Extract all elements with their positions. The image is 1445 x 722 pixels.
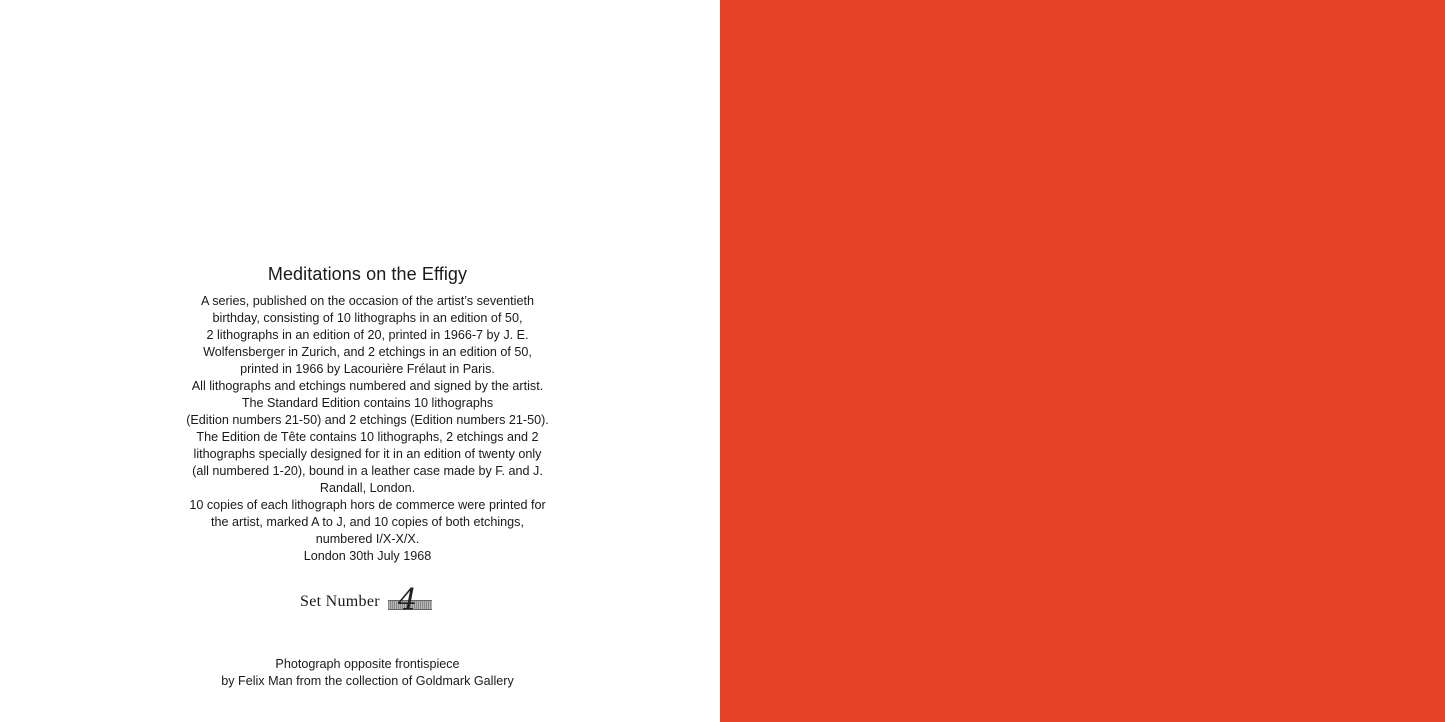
colophon-line: London 30th July 1968: [303, 549, 432, 563]
colophon-line: Wolfensberger in Zurich, and 2 etchings in an edition of 50,: [203, 345, 532, 359]
colophon-text: [178, 293, 557, 565]
colophon-line: the artist, marked A to J, and 10 copies of both etchings,: [211, 515, 524, 529]
colophon-line: 10 copies of each lithograph hors de commerce were printed for: [189, 498, 546, 512]
colophon-line: Randall, London.: [319, 481, 416, 495]
set-number: [300, 583, 440, 620]
left-page: [0, 0, 720, 722]
red-color-page: [720, 0, 1445, 722]
set-number-label: Set Number: [300, 593, 380, 610]
colophon-line: 2 lithographs in an edition of 20, printed in 1966-7 by J. E.: [206, 328, 529, 342]
credit-line: by Felix Man from the collection of Goldmark Gallery: [221, 674, 514, 688]
colophon-line: The Edition de Tête contains 10 lithographs, 2 etchings and 2: [196, 430, 539, 444]
credit-line: Photograph opposite frontispiece: [275, 657, 460, 671]
colophon-line: printed in 1966 by Lacourière Frélaut in Paris.: [240, 362, 495, 376]
colophon-line: lithographs specially designed for it in an edition of twenty only: [193, 447, 542, 461]
colophon-line: A series, published on the occasion of the artist’s seventieth: [200, 294, 534, 308]
colophon-line: (Edition numbers 21-50) and 2 etchings (Edition numbers 21-50).: [186, 413, 549, 427]
photo-credit: [0, 656, 735, 690]
colophon-line: birthday, consisting of 10 lithographs in an edition of 50,: [212, 311, 523, 325]
colophon-line: (all numbered 1-20), bound in a leather case made by F. and J.: [192, 464, 543, 478]
colophon-line: numbered I/X-X/X.: [315, 532, 420, 546]
colophon-line: All lithographs and etchings numbered and signed by the artist.: [191, 379, 544, 393]
page-title: Meditations on the Effigy: [267, 264, 468, 284]
colophon-line: The Standard Edition contains 10 lithographs: [241, 396, 494, 410]
set-number-value: 4: [398, 583, 418, 618]
